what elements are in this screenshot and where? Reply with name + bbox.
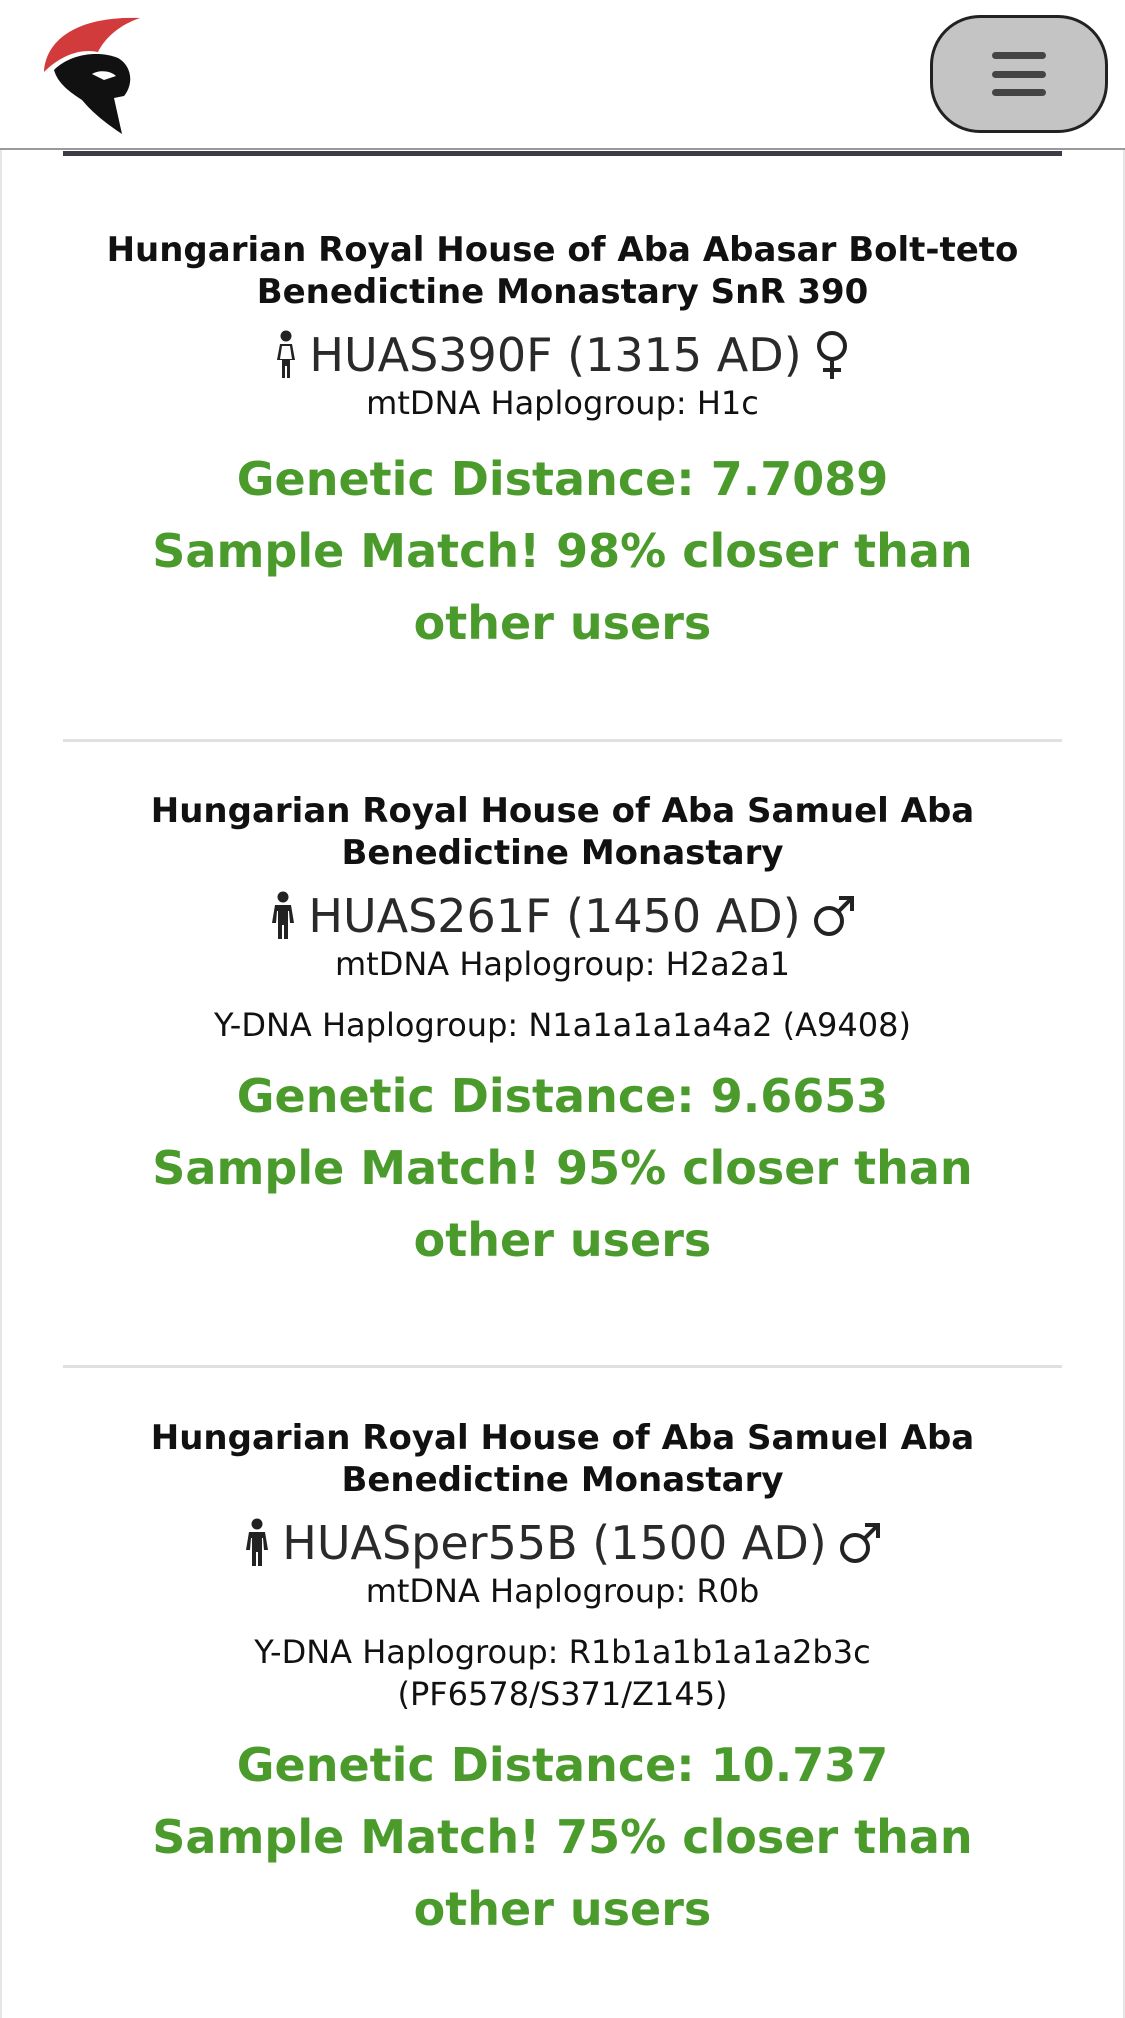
sample-match-text: Sample Match! 95% closer than other users [152, 1141, 973, 1267]
top-navigation-bar [0, 0, 1125, 150]
sample-id[interactable]: HUAS261F (1450 AD) [308, 889, 801, 943]
hamburger-menu-icon [992, 52, 1046, 96]
genetic-distance: Genetic Distance: 9.6653 [236, 1069, 889, 1123]
sample-match-text: Sample Match! 98% closer than other users [152, 524, 973, 650]
spartan-helmet-logo[interactable] [40, 14, 145, 136]
female-symbol-icon [812, 329, 852, 381]
ydna-haplogroup: Y-DNA Haplogroup: R1b1a1b1a1a2b3c (PF6578/S371/Z145) [254, 1633, 871, 1713]
ydna-haplogroup: Y-DNA Haplogroup: N1a1a1a1a4a2 (A9408) [214, 1006, 911, 1044]
female-person-icon [273, 330, 299, 380]
sample-line [63, 888, 1062, 944]
male-person-icon [242, 1518, 272, 1568]
result-card [63, 1417, 1062, 1945]
result-card [63, 790, 1062, 1276]
result-title: Hungarian Royal House of Aba Samuel Aba Benedictine Monastary [150, 1418, 975, 1500]
mtdna-haplogroup: mtDNA Haplogroup: H2a2a1 [334, 945, 791, 983]
menu-toggle-button[interactable] [930, 15, 1108, 133]
male-person-icon [268, 891, 298, 941]
sample-line [63, 327, 1062, 383]
mtdna-haplogroup: mtDNA Haplogroup: R0b [365, 1572, 760, 1610]
top-divider [63, 151, 1062, 156]
mtdna-haplogroup: mtDNA Haplogroup: H1c [366, 384, 759, 422]
sample-id[interactable]: HUASper55B (1500 AD) [282, 1516, 827, 1570]
result-title: Hungarian Royal House of Aba Samuel Aba Benedictine Monastary [150, 791, 975, 873]
male-symbol-icon [837, 1520, 883, 1566]
result-divider [63, 1365, 1062, 1368]
result-divider [63, 739, 1062, 742]
result-card [63, 229, 1062, 659]
sample-id[interactable]: HUAS390F (1315 AD) [309, 328, 802, 382]
sample-line [63, 1515, 1062, 1571]
male-symbol-icon [811, 893, 857, 939]
genetic-distance: Genetic Distance: 7.7089 [236, 452, 889, 506]
result-title: Hungarian Royal House of Aba Abasar Bolt-teto Benedictine Monastary SnR 390 [106, 230, 1019, 312]
genetic-distance: Genetic Distance: 10.737 [236, 1738, 889, 1792]
sample-match-text: Sample Match! 75% closer than other users [152, 1810, 973, 1936]
